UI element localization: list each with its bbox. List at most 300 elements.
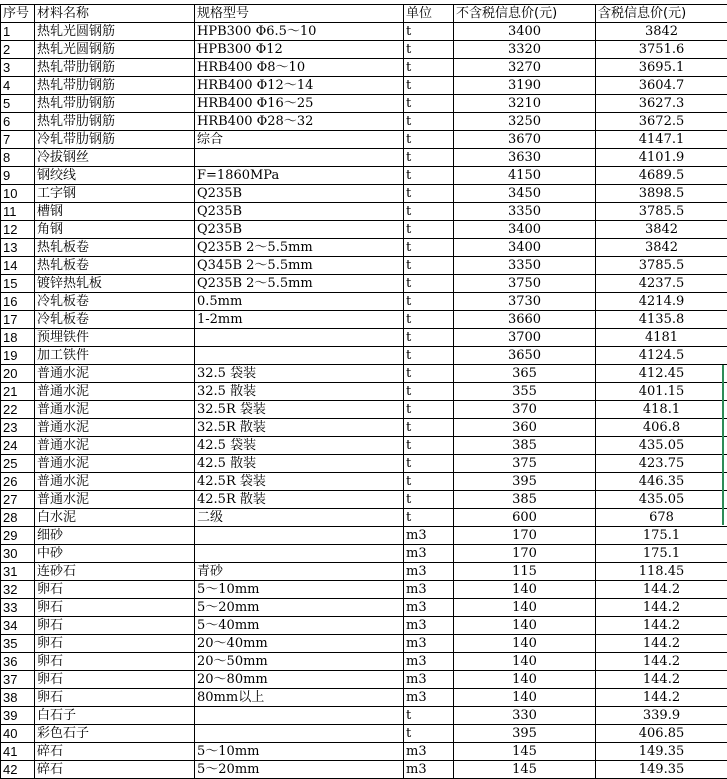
table-row	[1, 455, 727, 473]
cell-price-incl-tax: 401.15	[596, 383, 727, 401]
cell-name: 细砂	[35, 527, 195, 545]
cell-name: 热轧带肋钢筋	[35, 95, 195, 113]
cell-spec: 20～40mm	[195, 635, 404, 653]
cell-index: 10	[1, 185, 35, 203]
cell-spec: 32.5R 袋装	[195, 401, 404, 419]
cell-unit: m3	[404, 743, 454, 761]
cell-price-excl-tax: 600	[454, 509, 596, 527]
cell-name: 普通水泥	[35, 419, 195, 437]
table-row	[1, 743, 727, 761]
table-row	[1, 185, 727, 203]
cell-price-incl-tax: 144.2	[596, 635, 727, 653]
cell-spec: 5～10mm	[195, 581, 404, 599]
cell-price-excl-tax: 115	[454, 563, 596, 581]
table-row	[1, 293, 727, 311]
cell-unit: m3	[404, 545, 454, 563]
cell-name: 普通水泥	[35, 455, 195, 473]
cell-price-incl-tax: 144.2	[596, 617, 727, 635]
cell-price-incl-tax: 339.9	[596, 707, 727, 725]
cell-unit: m3	[404, 563, 454, 581]
table-row	[1, 383, 727, 401]
cell-price-excl-tax: 330	[454, 707, 596, 725]
table-row	[1, 203, 727, 221]
cell-name: 碎石	[35, 761, 195, 779]
cell-price-excl-tax: 3660	[454, 311, 596, 329]
cell-price-incl-tax: 4101.9	[596, 149, 727, 167]
cell-spec: 5～20mm	[195, 599, 404, 617]
cell-index: 7	[1, 131, 35, 149]
cell-price-excl-tax: 170	[454, 545, 596, 563]
cell-unit: m3	[404, 581, 454, 599]
cell-unit: t	[404, 473, 454, 491]
cell-spec: 5～20mm	[195, 761, 404, 779]
cell-name: 普通水泥	[35, 473, 195, 491]
cell-name: 工字钢	[35, 185, 195, 203]
table-row	[1, 689, 727, 707]
table-row	[1, 653, 727, 671]
cell-unit: t	[404, 329, 454, 347]
cell-price-incl-tax: 3627.3	[596, 95, 727, 113]
table-row	[1, 347, 727, 365]
cell-price-excl-tax: 3320	[454, 41, 596, 59]
cell-unit: m3	[404, 761, 454, 779]
cell-price-incl-tax: 435.05	[596, 491, 727, 509]
header-index: 序号	[1, 5, 35, 23]
cell-price-incl-tax: 412.45	[596, 365, 727, 383]
cell-index: 25	[1, 455, 35, 473]
cell-spec: 42.5R 袋装	[195, 473, 404, 491]
cell-index: 36	[1, 653, 35, 671]
cell-name: 普通水泥	[35, 401, 195, 419]
cell-spec: 32.5 散装	[195, 383, 404, 401]
cell-spec	[195, 329, 404, 347]
cell-name: 冷轧带肋钢筋	[35, 131, 195, 149]
cell-price-incl-tax: 3842	[596, 23, 727, 41]
table-row	[1, 509, 727, 527]
cell-index: 3	[1, 59, 35, 77]
cell-price-incl-tax: 144.2	[596, 653, 727, 671]
cell-price-excl-tax: 3270	[454, 59, 596, 77]
cell-price-excl-tax: 3210	[454, 95, 596, 113]
cell-name: 卵石	[35, 635, 195, 653]
cell-unit: t	[404, 401, 454, 419]
cell-price-excl-tax: 395	[454, 473, 596, 491]
cell-unit: t	[404, 167, 454, 185]
cell-index: 8	[1, 149, 35, 167]
cell-price-incl-tax: 3695.1	[596, 59, 727, 77]
cell-price-excl-tax: 370	[454, 401, 596, 419]
cell-price-incl-tax: 144.2	[596, 689, 727, 707]
cell-name: 卵石	[35, 581, 195, 599]
cell-name: 白水泥	[35, 509, 195, 527]
cell-name: 冷轧板卷	[35, 293, 195, 311]
cell-spec: 20～50mm	[195, 653, 404, 671]
cell-index: 31	[1, 563, 35, 581]
cell-price-incl-tax: 149.35	[596, 743, 727, 761]
cell-name: 预埋铁件	[35, 329, 195, 347]
cell-name: 普通水泥	[35, 491, 195, 509]
cell-unit: t	[404, 203, 454, 221]
cell-spec	[195, 149, 404, 167]
cell-price-incl-tax: 3842	[596, 221, 727, 239]
cell-index: 40	[1, 725, 35, 743]
cell-price-excl-tax: 3750	[454, 275, 596, 293]
cell-spec: 80mm以上	[195, 689, 404, 707]
cell-price-incl-tax: 4147.1	[596, 131, 727, 149]
cell-price-excl-tax: 3630	[454, 149, 596, 167]
table-row	[1, 311, 727, 329]
cell-index: 32	[1, 581, 35, 599]
table-row	[1, 617, 727, 635]
cell-unit: t	[404, 149, 454, 167]
cell-index: 24	[1, 437, 35, 455]
cell-spec: 42.5 散装	[195, 455, 404, 473]
cell-name: 热轧板卷	[35, 257, 195, 275]
cell-price-incl-tax: 175.1	[596, 527, 727, 545]
cell-unit: t	[404, 455, 454, 473]
cell-price-excl-tax: 140	[454, 599, 596, 617]
table-row	[1, 77, 727, 95]
cell-unit: t	[404, 59, 454, 77]
cell-index: 33	[1, 599, 35, 617]
table-row	[1, 131, 727, 149]
cell-unit: t	[404, 491, 454, 509]
cell-price-excl-tax: 385	[454, 437, 596, 455]
table-row	[1, 239, 727, 257]
cell-price-excl-tax: 3670	[454, 131, 596, 149]
cell-name: 热轧板卷	[35, 239, 195, 257]
cell-unit: t	[404, 185, 454, 203]
cell-price-excl-tax: 145	[454, 761, 596, 779]
cell-spec: Q235B	[195, 221, 404, 239]
cell-price-incl-tax: 678	[596, 509, 727, 527]
table-row	[1, 473, 727, 491]
cell-price-incl-tax: 3604.7	[596, 77, 727, 95]
cell-spec	[195, 545, 404, 563]
cell-spec: 0.5mm	[195, 293, 404, 311]
cell-price-excl-tax: 3650	[454, 347, 596, 365]
cell-unit: m3	[404, 617, 454, 635]
cell-name: 热轧带肋钢筋	[35, 59, 195, 77]
table-row	[1, 419, 727, 437]
cell-index: 9	[1, 167, 35, 185]
cell-price-excl-tax: 3400	[454, 23, 596, 41]
cell-price-excl-tax: 3700	[454, 329, 596, 347]
table-row	[1, 221, 727, 239]
cell-price-incl-tax: 4124.5	[596, 347, 727, 365]
cell-unit: t	[404, 293, 454, 311]
cell-spec: Q235B	[195, 203, 404, 221]
cell-unit: t	[404, 95, 454, 113]
cell-price-excl-tax: 170	[454, 527, 596, 545]
cell-index: 19	[1, 347, 35, 365]
cell-spec: 5～10mm	[195, 743, 404, 761]
cell-unit: t	[404, 437, 454, 455]
cell-price-excl-tax: 355	[454, 383, 596, 401]
cell-price-incl-tax: 406.85	[596, 725, 727, 743]
cell-price-incl-tax: 3751.6	[596, 41, 727, 59]
header-price-excl-tax: 不含税信息价(元)	[454, 5, 596, 23]
table-row	[1, 275, 727, 293]
cell-index: 4	[1, 77, 35, 95]
cell-name: 角钢	[35, 221, 195, 239]
cell-unit: t	[404, 275, 454, 293]
cell-index: 14	[1, 257, 35, 275]
cell-index: 27	[1, 491, 35, 509]
table-row	[1, 545, 727, 563]
cell-price-incl-tax: 406.8	[596, 419, 727, 437]
cell-index: 20	[1, 365, 35, 383]
cell-name: 卵石	[35, 599, 195, 617]
cell-price-incl-tax: 3785.5	[596, 257, 727, 275]
green-marker	[722, 365, 724, 525]
cell-index: 16	[1, 293, 35, 311]
cell-price-excl-tax: 360	[454, 419, 596, 437]
cell-unit: m3	[404, 689, 454, 707]
cell-index: 23	[1, 419, 35, 437]
cell-unit: t	[404, 383, 454, 401]
cell-price-excl-tax: 375	[454, 455, 596, 473]
cell-name: 卵石	[35, 689, 195, 707]
cell-spec: 综合	[195, 131, 404, 149]
cell-unit: t	[404, 365, 454, 383]
cell-unit: m3	[404, 671, 454, 689]
table-row	[1, 149, 727, 167]
cell-spec	[195, 527, 404, 545]
cell-price-excl-tax: 145	[454, 743, 596, 761]
cell-spec: 二级	[195, 509, 404, 527]
table-row	[1, 707, 727, 725]
cell-price-excl-tax: 140	[454, 617, 596, 635]
cell-spec: HRB400 Φ12～14	[195, 77, 404, 95]
cell-index: 5	[1, 95, 35, 113]
cell-spec: HRB400 Φ16～25	[195, 95, 404, 113]
cell-name: 卵石	[35, 617, 195, 635]
cell-price-incl-tax: 418.1	[596, 401, 727, 419]
cell-index: 13	[1, 239, 35, 257]
cell-unit: t	[404, 509, 454, 527]
cell-price-incl-tax: 4214.9	[596, 293, 727, 311]
cell-name: 加工铁件	[35, 347, 195, 365]
cell-price-excl-tax: 395	[454, 725, 596, 743]
cell-name: 槽钢	[35, 203, 195, 221]
header-row	[1, 5, 727, 23]
cell-name: 卵石	[35, 671, 195, 689]
cell-spec: HPB300 Φ6.5～10	[195, 23, 404, 41]
table-row	[1, 59, 727, 77]
cell-name: 热轧带肋钢筋	[35, 77, 195, 95]
cell-index: 30	[1, 545, 35, 563]
table-row	[1, 671, 727, 689]
cell-unit: t	[404, 113, 454, 131]
cell-unit: m3	[404, 653, 454, 671]
cell-spec: HPB300 Φ12	[195, 41, 404, 59]
cell-name: 镀锌热轧板	[35, 275, 195, 293]
cell-spec	[195, 707, 404, 725]
cell-price-excl-tax: 3400	[454, 221, 596, 239]
cell-price-excl-tax: 3350	[454, 203, 596, 221]
cell-index: 15	[1, 275, 35, 293]
table-row	[1, 761, 727, 779]
table-row	[1, 725, 727, 743]
cell-spec: Q235B 2～5.5mm	[195, 275, 404, 293]
cell-index: 35	[1, 635, 35, 653]
cell-name: 冷轧板卷	[35, 311, 195, 329]
cell-unit: m3	[404, 527, 454, 545]
cell-name: 冷拔钢丝	[35, 149, 195, 167]
cell-unit: t	[404, 23, 454, 41]
cell-index: 29	[1, 527, 35, 545]
cell-spec: 42.5 袋装	[195, 437, 404, 455]
cell-price-excl-tax: 140	[454, 635, 596, 653]
cell-price-incl-tax: 446.35	[596, 473, 727, 491]
cell-unit: t	[404, 311, 454, 329]
cell-price-excl-tax: 3190	[454, 77, 596, 95]
cell-name: 碎石	[35, 743, 195, 761]
cell-price-incl-tax: 435.05	[596, 437, 727, 455]
cell-index: 22	[1, 401, 35, 419]
cell-price-incl-tax: 149.35	[596, 761, 727, 779]
table-row	[1, 563, 727, 581]
cell-unit: t	[404, 725, 454, 743]
cell-name: 连砂石	[35, 563, 195, 581]
table-row	[1, 113, 727, 131]
cell-spec: 20～80mm	[195, 671, 404, 689]
cell-unit: t	[404, 221, 454, 239]
cell-unit: t	[404, 419, 454, 437]
cell-spec: 1-2mm	[195, 311, 404, 329]
cell-index: 11	[1, 203, 35, 221]
cell-unit: t	[404, 707, 454, 725]
cell-spec: F=1860MPa	[195, 167, 404, 185]
cell-name: 热轧光圆钢筋	[35, 23, 195, 41]
table-row	[1, 635, 727, 653]
cell-index: 12	[1, 221, 35, 239]
table-row	[1, 329, 727, 347]
cell-price-excl-tax: 140	[454, 581, 596, 599]
cell-price-incl-tax: 3842	[596, 239, 727, 257]
cell-index: 1	[1, 23, 35, 41]
cell-price-incl-tax: 4237.5	[596, 275, 727, 293]
cell-index: 21	[1, 383, 35, 401]
cell-price-incl-tax: 4135.8	[596, 311, 727, 329]
table-row	[1, 581, 727, 599]
cell-unit: t	[404, 239, 454, 257]
cell-price-incl-tax: 3785.5	[596, 203, 727, 221]
cell-index: 2	[1, 41, 35, 59]
cell-price-incl-tax: 3672.5	[596, 113, 727, 131]
table-row	[1, 365, 727, 383]
cell-spec	[195, 347, 404, 365]
cell-name: 普通水泥	[35, 383, 195, 401]
cell-name: 热轧带肋钢筋	[35, 113, 195, 131]
cell-spec: 32.5R 散装	[195, 419, 404, 437]
price-table	[0, 4, 727, 779]
cell-name: 卵石	[35, 653, 195, 671]
cell-unit: t	[404, 77, 454, 95]
table-row	[1, 599, 727, 617]
cell-index: 42	[1, 761, 35, 779]
cell-price-excl-tax: 3450	[454, 185, 596, 203]
table-row	[1, 437, 727, 455]
cell-index: 37	[1, 671, 35, 689]
table-row	[1, 401, 727, 419]
cell-name: 普通水泥	[35, 365, 195, 383]
cell-price-excl-tax: 4150	[454, 167, 596, 185]
table-row	[1, 257, 727, 275]
cell-index: 39	[1, 707, 35, 725]
cell-price-excl-tax: 140	[454, 671, 596, 689]
cell-unit: t	[404, 347, 454, 365]
cell-spec: HRB400 Φ8～10	[195, 59, 404, 77]
cell-spec: Q235B	[195, 185, 404, 203]
cell-name: 中砂	[35, 545, 195, 563]
cell-unit: m3	[404, 635, 454, 653]
cell-unit: t	[404, 41, 454, 59]
cell-index: 34	[1, 617, 35, 635]
cell-spec: HRB400 Φ28～32	[195, 113, 404, 131]
header-unit: 单位	[404, 5, 454, 23]
cell-price-excl-tax: 385	[454, 491, 596, 509]
cell-price-excl-tax: 3250	[454, 113, 596, 131]
cell-name: 普通水泥	[35, 437, 195, 455]
cell-name: 彩色石子	[35, 725, 195, 743]
cell-price-excl-tax: 3730	[454, 293, 596, 311]
cell-price-incl-tax: 175.1	[596, 545, 727, 563]
cell-price-incl-tax: 4689.5	[596, 167, 727, 185]
cell-name: 热轧光圆钢筋	[35, 41, 195, 59]
cell-index: 41	[1, 743, 35, 761]
cell-name: 白石子	[35, 707, 195, 725]
cell-spec: Q235B 2～5.5mm	[195, 239, 404, 257]
cell-index: 17	[1, 311, 35, 329]
cell-price-excl-tax: 3350	[454, 257, 596, 275]
cell-price-excl-tax: 140	[454, 653, 596, 671]
cell-price-excl-tax: 3400	[454, 239, 596, 257]
cell-price-excl-tax: 140	[454, 689, 596, 707]
cell-unit: t	[404, 257, 454, 275]
cell-index: 26	[1, 473, 35, 491]
cell-price-incl-tax: 4181	[596, 329, 727, 347]
cell-spec: 42.5R 散装	[195, 491, 404, 509]
cell-index: 18	[1, 329, 35, 347]
cell-index: 38	[1, 689, 35, 707]
cell-price-incl-tax: 423.75	[596, 455, 727, 473]
cell-unit: m3	[404, 599, 454, 617]
cell-spec	[195, 725, 404, 743]
cell-price-incl-tax: 144.2	[596, 581, 727, 599]
table-row	[1, 41, 727, 59]
cell-spec: Q345B 2～5.5mm	[195, 257, 404, 275]
header-spec: 规格型号	[195, 5, 404, 23]
cell-price-incl-tax: 144.2	[596, 599, 727, 617]
header-name: 材料名称	[35, 5, 195, 23]
table-row	[1, 95, 727, 113]
cell-spec: 5～40mm	[195, 617, 404, 635]
cell-index: 28	[1, 509, 35, 527]
table-row	[1, 23, 727, 41]
cell-spec: 32.5 袋装	[195, 365, 404, 383]
table-row	[1, 491, 727, 509]
cell-spec: 青砂	[195, 563, 404, 581]
cell-unit: t	[404, 131, 454, 149]
cell-price-incl-tax: 3898.5	[596, 185, 727, 203]
cell-price-incl-tax: 144.2	[596, 671, 727, 689]
table-row	[1, 167, 727, 185]
cell-price-excl-tax: 365	[454, 365, 596, 383]
cell-price-incl-tax: 118.45	[596, 563, 727, 581]
cell-index: 6	[1, 113, 35, 131]
